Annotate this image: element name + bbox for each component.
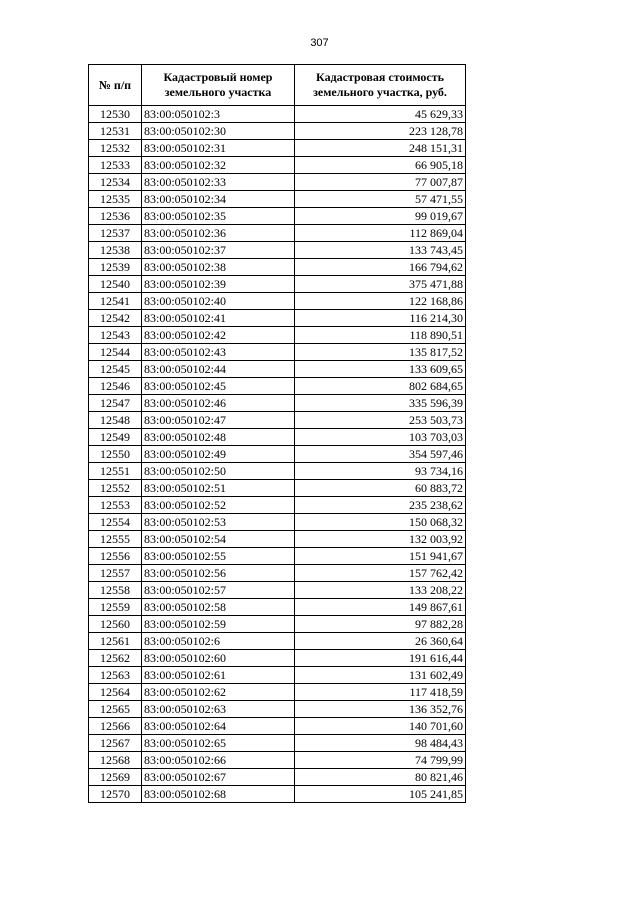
cadastral-number-cell: 83:00:050102:55 bbox=[142, 548, 295, 565]
cadastral-number-cell: 83:00:050102:41 bbox=[142, 310, 295, 327]
row-index-cell: 12569 bbox=[89, 769, 142, 786]
table-row bbox=[89, 395, 466, 412]
cadastral-number-cell: 83:00:050102:49 bbox=[142, 446, 295, 463]
row-index-cell: 12556 bbox=[89, 548, 142, 565]
cadastral-value-cell: 66 905,18 bbox=[295, 157, 466, 174]
table-row bbox=[89, 446, 466, 463]
row-index-cell: 12562 bbox=[89, 650, 142, 667]
cadastral-number-cell: 83:00:050102:61 bbox=[142, 667, 295, 684]
cadastral-value-cell: 157 762,42 bbox=[295, 565, 466, 582]
table-row bbox=[89, 140, 466, 157]
cadastral-number-cell: 83:00:050102:38 bbox=[142, 259, 295, 276]
cadastral-value-cell: 150 068,32 bbox=[295, 514, 466, 531]
cadastral-number-cell: 83:00:050102:62 bbox=[142, 684, 295, 701]
row-index-cell: 12530 bbox=[89, 106, 142, 123]
cadastral-value-cell: 112 869,04 bbox=[295, 225, 466, 242]
row-index-cell: 12549 bbox=[89, 429, 142, 446]
cadastral-value-cell: 122 168,86 bbox=[295, 293, 466, 310]
row-index-cell: 12570 bbox=[89, 786, 142, 803]
cadastral-number-cell: 83:00:050102:34 bbox=[142, 191, 295, 208]
header-index: № п/п bbox=[89, 65, 142, 106]
cadastral-number-cell: 83:00:050102:36 bbox=[142, 225, 295, 242]
table-row bbox=[89, 565, 466, 582]
table-row bbox=[89, 752, 466, 769]
table-row bbox=[89, 191, 466, 208]
cadastral-value-cell: 77 007,87 bbox=[295, 174, 466, 191]
cadastral-value-cell: 116 214,30 bbox=[295, 310, 466, 327]
cadastral-value-cell: 60 883,72 bbox=[295, 480, 466, 497]
table-row bbox=[89, 208, 466, 225]
cadastral-number-cell: 83:00:050102:3 bbox=[142, 106, 295, 123]
cadastral-value-cell: 132 003,92 bbox=[295, 531, 466, 548]
header-cadastral-number: Кадастровый номер земельного участка bbox=[142, 65, 295, 106]
cadastral-value-cell: 105 241,85 bbox=[295, 786, 466, 803]
cadastral-value-cell: 99 019,67 bbox=[295, 208, 466, 225]
row-index-cell: 12561 bbox=[89, 633, 142, 650]
table-row bbox=[89, 599, 466, 616]
row-index-cell: 12544 bbox=[89, 344, 142, 361]
table-row bbox=[89, 361, 466, 378]
row-index-cell: 12532 bbox=[89, 140, 142, 157]
row-index-cell: 12534 bbox=[89, 174, 142, 191]
cadastral-number-cell: 83:00:050102:66 bbox=[142, 752, 295, 769]
cadastral-number-cell: 83:00:050102:30 bbox=[142, 123, 295, 140]
cadastral-value-cell: 133 609,65 bbox=[295, 361, 466, 378]
table-row bbox=[89, 514, 466, 531]
cadastral-number-cell: 83:00:050102:58 bbox=[142, 599, 295, 616]
table-row bbox=[89, 259, 466, 276]
row-index-cell: 12558 bbox=[89, 582, 142, 599]
table-row bbox=[89, 548, 466, 565]
row-index-cell: 12567 bbox=[89, 735, 142, 752]
cadastral-value-cell: 248 151,31 bbox=[295, 140, 466, 157]
cadastral-value-cell: 118 890,51 bbox=[295, 327, 466, 344]
table-row bbox=[89, 378, 466, 395]
cadastral-number-cell: 83:00:050102:45 bbox=[142, 378, 295, 395]
cadastral-number-cell: 83:00:050102:54 bbox=[142, 531, 295, 548]
row-index-cell: 12539 bbox=[89, 259, 142, 276]
cadastral-value-cell: 93 734,16 bbox=[295, 463, 466, 480]
cadastral-number-cell: 83:00:050102:64 bbox=[142, 718, 295, 735]
header-row bbox=[89, 65, 466, 106]
table-row bbox=[89, 497, 466, 514]
table-body bbox=[89, 106, 466, 803]
table-row bbox=[89, 769, 466, 786]
cadastral-number-cell: 83:00:050102:32 bbox=[142, 157, 295, 174]
cadastral-value-cell: 98 484,43 bbox=[295, 735, 466, 752]
row-index-cell: 12560 bbox=[89, 616, 142, 633]
cadastral-value-cell: 80 821,46 bbox=[295, 769, 466, 786]
row-index-cell: 12531 bbox=[89, 123, 142, 140]
row-index-cell: 12559 bbox=[89, 599, 142, 616]
cadastral-number-cell: 83:00:050102:33 bbox=[142, 174, 295, 191]
row-index-cell: 12557 bbox=[89, 565, 142, 582]
row-index-cell: 12542 bbox=[89, 310, 142, 327]
cadastral-number-cell: 83:00:050102:31 bbox=[142, 140, 295, 157]
table-header bbox=[89, 65, 466, 106]
cadastral-value-cell: 74 799,99 bbox=[295, 752, 466, 769]
table-row bbox=[89, 106, 466, 123]
cadastral-number-cell: 83:00:050102:37 bbox=[142, 242, 295, 259]
cadastral-value-cell: 97 882,28 bbox=[295, 616, 466, 633]
row-index-cell: 12563 bbox=[89, 667, 142, 684]
row-index-cell: 12568 bbox=[89, 752, 142, 769]
table-row bbox=[89, 633, 466, 650]
table-row bbox=[89, 123, 466, 140]
table-row bbox=[89, 650, 466, 667]
table-row bbox=[89, 786, 466, 803]
cadastral-number-cell: 83:00:050102:6 bbox=[142, 633, 295, 650]
row-index-cell: 12533 bbox=[89, 157, 142, 174]
table-row bbox=[89, 344, 466, 361]
cadastral-number-cell: 83:00:050102:52 bbox=[142, 497, 295, 514]
row-index-cell: 12540 bbox=[89, 276, 142, 293]
cadastral-value-cell: 151 941,67 bbox=[295, 548, 466, 565]
cadastral-number-cell: 83:00:050102:46 bbox=[142, 395, 295, 412]
cadastral-value-cell: 57 471,55 bbox=[295, 191, 466, 208]
table-row bbox=[89, 157, 466, 174]
table-row bbox=[89, 718, 466, 735]
table-row bbox=[89, 701, 466, 718]
row-index-cell: 12546 bbox=[89, 378, 142, 395]
table-row bbox=[89, 174, 466, 191]
cadastral-value-cell: 166 794,62 bbox=[295, 259, 466, 276]
cadastral-value-cell: 354 597,46 bbox=[295, 446, 466, 463]
table-row bbox=[89, 531, 466, 548]
row-index-cell: 12536 bbox=[89, 208, 142, 225]
cadastral-number-cell: 83:00:050102:59 bbox=[142, 616, 295, 633]
cadastral-number-cell: 83:00:050102:56 bbox=[142, 565, 295, 582]
table-row bbox=[89, 412, 466, 429]
table-row bbox=[89, 429, 466, 446]
cadastral-number-cell: 83:00:050102:40 bbox=[142, 293, 295, 310]
cadastral-number-cell: 83:00:050102:63 bbox=[142, 701, 295, 718]
table-row bbox=[89, 293, 466, 310]
row-index-cell: 12538 bbox=[89, 242, 142, 259]
row-index-cell: 12535 bbox=[89, 191, 142, 208]
cadastral-value-cell: 149 867,61 bbox=[295, 599, 466, 616]
cadastral-value-cell: 45 629,33 bbox=[295, 106, 466, 123]
table-row bbox=[89, 667, 466, 684]
table-row bbox=[89, 616, 466, 633]
row-index-cell: 12543 bbox=[89, 327, 142, 344]
row-index-cell: 12555 bbox=[89, 531, 142, 548]
cadastral-number-cell: 83:00:050102:44 bbox=[142, 361, 295, 378]
row-index-cell: 12537 bbox=[89, 225, 142, 242]
cadastral-value-cell: 103 703,03 bbox=[295, 429, 466, 446]
cadastral-number-cell: 83:00:050102:60 bbox=[142, 650, 295, 667]
table-row bbox=[89, 225, 466, 242]
row-index-cell: 12565 bbox=[89, 701, 142, 718]
row-index-cell: 12547 bbox=[89, 395, 142, 412]
cadastral-table bbox=[88, 64, 466, 803]
table-row bbox=[89, 480, 466, 497]
cadastral-value-cell: 253 503,73 bbox=[295, 412, 466, 429]
cadastral-number-cell: 83:00:050102:65 bbox=[142, 735, 295, 752]
cadastral-value-cell: 133 743,45 bbox=[295, 242, 466, 259]
cadastral-value-cell: 117 418,59 bbox=[295, 684, 466, 701]
cadastral-value-cell: 26 360,64 bbox=[295, 633, 466, 650]
cadastral-number-cell: 83:00:050102:68 bbox=[142, 786, 295, 803]
table-row bbox=[89, 242, 466, 259]
cadastral-number-cell: 83:00:050102:50 bbox=[142, 463, 295, 480]
cadastral-value-cell: 135 817,52 bbox=[295, 344, 466, 361]
cadastral-value-cell: 133 208,22 bbox=[295, 582, 466, 599]
cadastral-value-cell: 335 596,39 bbox=[295, 395, 466, 412]
table-row bbox=[89, 327, 466, 344]
row-index-cell: 12551 bbox=[89, 463, 142, 480]
cadastral-value-cell: 802 684,65 bbox=[295, 378, 466, 395]
cadastral-number-cell: 83:00:050102:47 bbox=[142, 412, 295, 429]
cadastral-number-cell: 83:00:050102:43 bbox=[142, 344, 295, 361]
cadastral-number-cell: 83:00:050102:67 bbox=[142, 769, 295, 786]
cadastral-number-cell: 83:00:050102:35 bbox=[142, 208, 295, 225]
cadastral-number-cell: 83:00:050102:51 bbox=[142, 480, 295, 497]
row-index-cell: 12548 bbox=[89, 412, 142, 429]
cadastral-number-cell: 83:00:050102:53 bbox=[142, 514, 295, 531]
table-row bbox=[89, 310, 466, 327]
cadastral-value-cell: 375 471,88 bbox=[295, 276, 466, 293]
row-index-cell: 12554 bbox=[89, 514, 142, 531]
page-number: 307 bbox=[310, 37, 329, 49]
row-index-cell: 12564 bbox=[89, 684, 142, 701]
row-index-cell: 12541 bbox=[89, 293, 142, 310]
header-cadastral-value: Кадастровая стоимость земельного участка, руб. bbox=[295, 65, 466, 106]
table-row bbox=[89, 276, 466, 293]
table-row bbox=[89, 684, 466, 701]
row-index-cell: 12550 bbox=[89, 446, 142, 463]
cadastral-value-cell: 140 701,60 bbox=[295, 718, 466, 735]
cadastral-number-cell: 83:00:050102:39 bbox=[142, 276, 295, 293]
table-row bbox=[89, 463, 466, 480]
row-index-cell: 12566 bbox=[89, 718, 142, 735]
cadastral-value-cell: 131 602,49 bbox=[295, 667, 466, 684]
cadastral-value-cell: 191 616,44 bbox=[295, 650, 466, 667]
row-index-cell: 12553 bbox=[89, 497, 142, 514]
row-index-cell: 12552 bbox=[89, 480, 142, 497]
cadastral-number-cell: 83:00:050102:57 bbox=[142, 582, 295, 599]
table-row bbox=[89, 582, 466, 599]
cadastral-number-cell: 83:00:050102:48 bbox=[142, 429, 295, 446]
cadastral-value-cell: 223 128,78 bbox=[295, 123, 466, 140]
cadastral-value-cell: 235 238,62 bbox=[295, 497, 466, 514]
table-row bbox=[89, 735, 466, 752]
cadastral-value-cell: 136 352,76 bbox=[295, 701, 466, 718]
cadastral-number-cell: 83:00:050102:42 bbox=[142, 327, 295, 344]
row-index-cell: 12545 bbox=[89, 361, 142, 378]
